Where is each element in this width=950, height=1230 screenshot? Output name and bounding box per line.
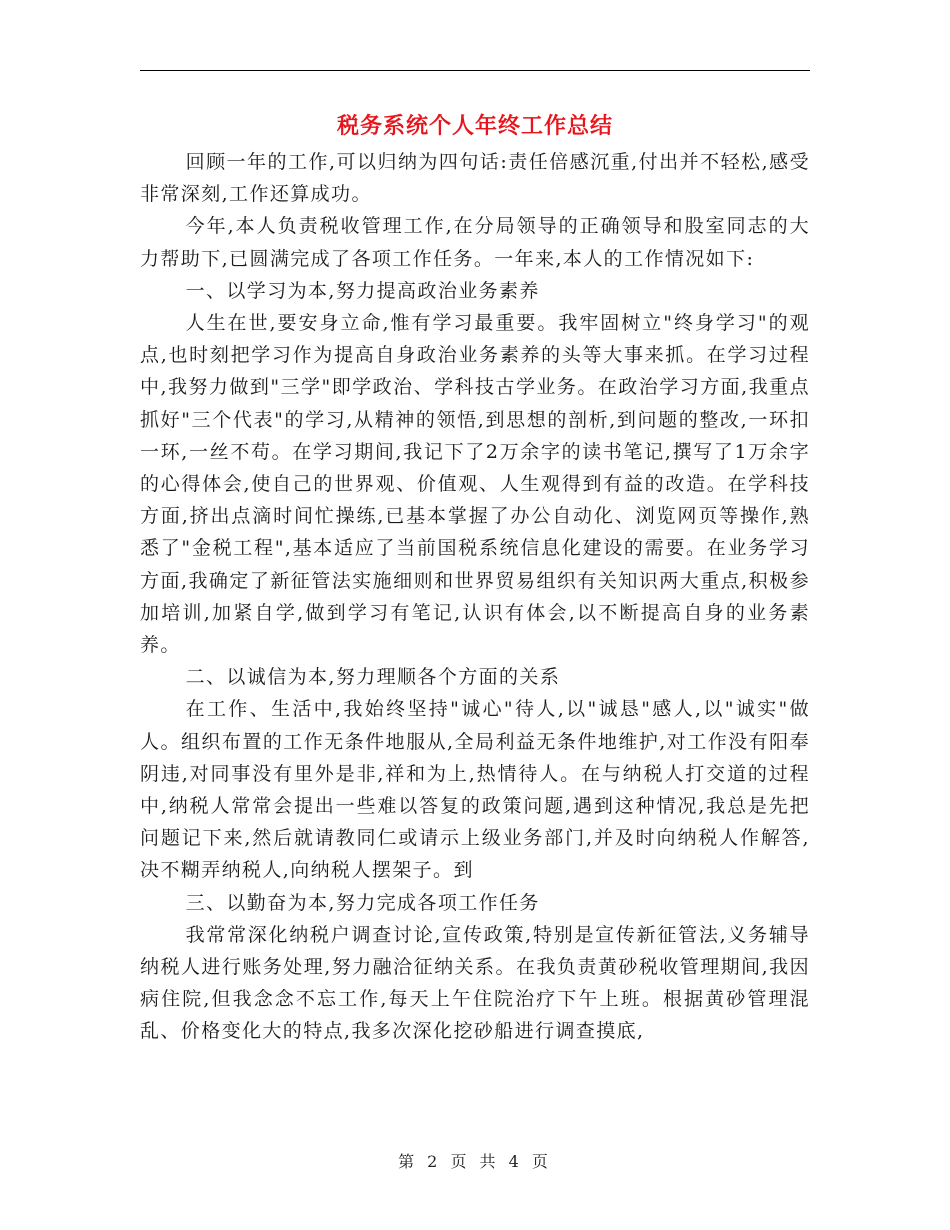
paragraph-integrity: 在工作、生活中,我始终坚持"诚心"待人,以"诚恳"感人,以"诚实"做人。组织布置的工作无条件地服从,全局利益无条件地维护,对工作没有阳奉阴违,对同事没有里外是非,祥和为上,热情待人。在与纳税人打交道的过程中,纳税人常常会提出一些难以答复的政策问题,遇到这种情况,我总是先把问题记下来,然后就请教同仁或请示上级业务部门,并及时向纳税人作解答,决不糊弄纳税人,向纳税人摆架子。到 <box>140 698 810 882</box>
paragraph-intro: 回顾一年的工作,可以归纳为四句话:责任倍感沉重,付出并不轻松,感受非常深刻,工作还算成功。 <box>140 151 810 206</box>
paragraph-overview: 今年,本人负责税收管理工作,在分局领导的正确领导和股室同志的大力帮助下,已圆满完成了各项工作任务。一年来,本人的工作情况如下: <box>140 215 810 270</box>
section-heading-3: 三、以勤奋为本,努力完成各项工作任务 <box>185 891 540 914</box>
document-title: 税务系统个人年终工作总结 <box>336 113 613 139</box>
page-number-footer: 第 2 页 共 4 页 <box>398 1152 552 1171</box>
document-body <box>140 146 810 1048</box>
paragraph-study: 人生在世,要安身立命,惟有学习最重要。我牢固树立"终身学习"的观点,也时刻把学习作为提高自身政治业务素养的头等大事来抓。在学习过程中,我努力做到"三学"即学政治、学科技古学业务。在政治学习方面,我重点抓好"三个代表"的学习,从精神的领悟,到思想的剖析,到问题的整改,一环扣一环,一丝不苟。在学习期间,我记下了2万余字的读书笔记,撰写了1万余字的心得体会,使自己的世界观、价值观、人生观得到有益的改造。在学科技方面,挤出点滴时间忙操练,已基本掌握了办公自动化、浏览网页等操作,熟悉了"金税工程",基本适应了当前国税系统信息化建设的需要。在业务学习方面,我确定了新征管法实施细则和世界贸易组织有关知识两大重点,积极参加培训,加紧自学,做到学习有笔记,认识有体会,以不断提高自身的业务素养。 <box>140 312 810 657</box>
section-heading-1: 一、以学习为本,努力提高政治业务素养 <box>185 279 540 302</box>
paragraph-diligence: 我常常深化纳税户调查讨论,宣传政策,特别是宣传新征管法,义务辅导纳税人进行账务处理,努力融洽征纳关系。在我负责黄砂税收管理期间,我因病住院,但我念念不忘工作,每天上午住院治疗下午上班。根据黄砂管理混乱、价格变化大的特点,我多次深化挖砂船进行调查摸底, <box>140 923 810 1043</box>
header-rule <box>140 70 810 71</box>
section-heading-2: 二、以诚信为本,努力理顺各个方面的关系 <box>185 666 561 689</box>
